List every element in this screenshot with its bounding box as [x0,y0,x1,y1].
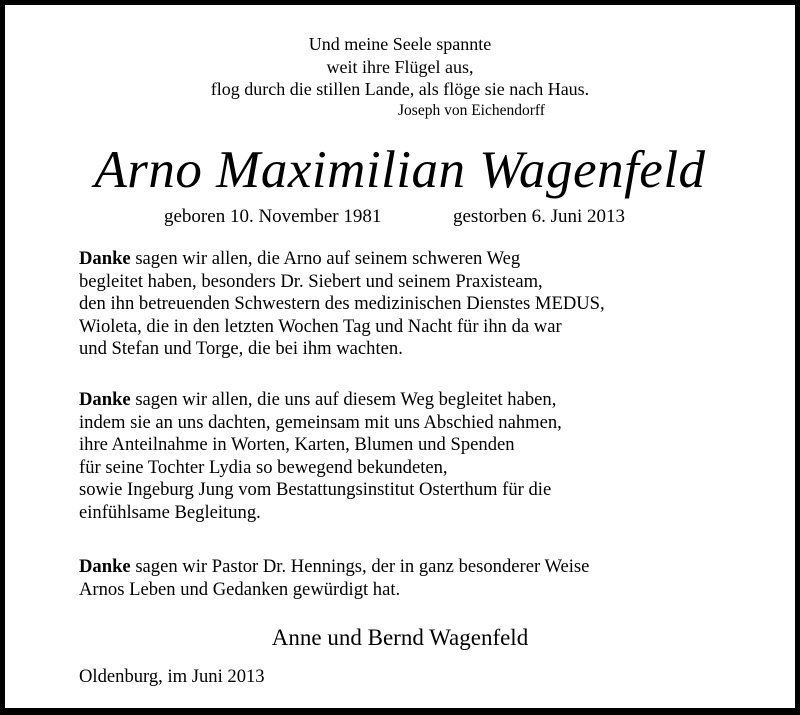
thanks-lead: Danke [79,556,131,577]
thanks-lead: Danke [79,389,131,410]
thanks-lead: Danke [79,248,131,269]
birth-date: geboren 10. November 1981 [164,206,382,227]
text-line: begleitet haben, besonders Dr. Siebert und seinem Praxisteam, [79,270,543,292]
signature: Anne und Bernd Wagenfeld [271,625,529,650]
text-line: sowie Ingeburg Jung vom Bestattungsinstitut Osterthum für die [79,479,552,500]
place-date: Oldenburg, im Juni 2013 [79,666,265,687]
text-line: ihre Anteilnahme in Worten, Karten, Blumen und Spenden [79,434,515,455]
poem-line: weit ihre Flügel aus, [326,56,474,77]
text-line: und Stefan und Torge, die bei ihm wachten. [79,338,403,359]
text-line: Wioleta, die in den letzten Wochen Tag und Nacht für ihn da war [79,315,562,337]
death-date: gestorben 6. Juni 2013 [453,206,626,227]
poem-author: Joseph von Eichendorff [398,102,545,119]
deceased-name: Arno Maximilian Wagenfeld [94,141,706,199]
poem-line: flog durch die stillen Lande, als flöge sie nach Haus. [210,79,590,99]
text-line: Arnos Leben und Gedanken gewürdigt hat. [79,578,401,600]
text-line: sagen wir allen, die uns auf diesem Weg begleitet haben, [130,389,557,410]
text-line: sagen wir allen, die Arno auf seinem schweren Weg [130,248,521,269]
thanks-paragraph-1 [79,248,605,361]
poem [0,33,800,101]
thanks-paragraph-2 [79,389,562,524]
text-line: indem sie an uns dachten, gemeinsam mit uns Abschied nahmen, [79,411,562,433]
text-line: einfühlsame Begleitung. [79,501,261,523]
poem-line: Und meine Seele spannte [308,34,492,54]
text-line: sagen wir Pastor Dr. Hennings, der in ganz besonderer Weise [130,556,590,577]
thanks-paragraph-3 [79,556,589,601]
text-line: für seine Tochter Lydia so bewegend bekundeten, [79,456,448,478]
text-line: den ihn betreuenden Schwestern des medizinischen Dienstes MEDUS, [79,293,605,314]
